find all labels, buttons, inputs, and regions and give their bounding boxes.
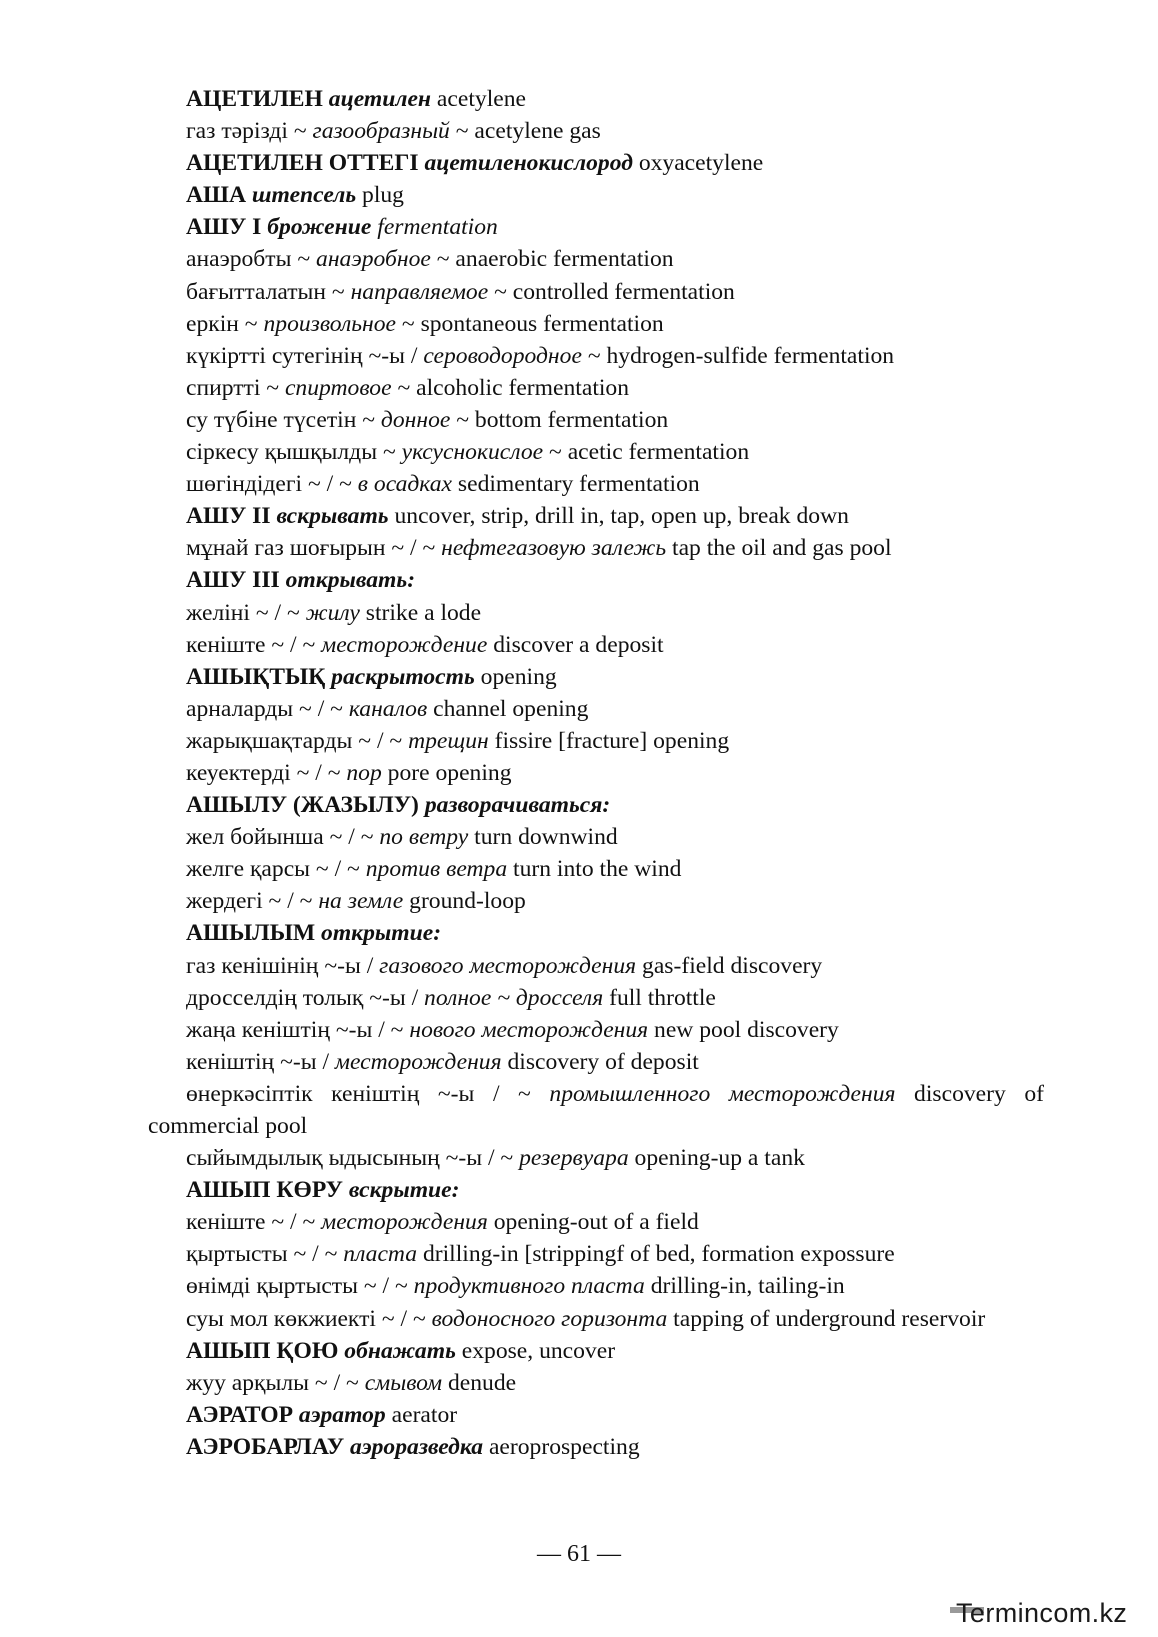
russian-term: направляемое: [350, 278, 489, 305]
term-text: мұнай газ шоғырын ~ / ~: [186, 535, 442, 562]
entry-subentry-line: [148, 821, 1044, 853]
term-text: drilling-in [strippingf of bed, formation expossure: [417, 1241, 895, 1268]
term-text: ~ hydrogen-sulfide fermentation: [581, 342, 895, 369]
term-text: full throttle: [603, 984, 716, 1011]
entry-headword-line: [148, 83, 1044, 115]
term-text: strike a lode: [359, 599, 482, 626]
entry-subentry-line: [148, 1206, 1044, 1238]
headword-russian: ацетиленокислород: [424, 150, 633, 177]
russian-term: продуктивного пласта: [413, 1273, 645, 1300]
russian-term: в осадках: [357, 471, 453, 498]
term-text: tap the oil and gas pool: [666, 535, 892, 562]
russian-term: каналов: [348, 695, 428, 722]
headword-kazakh: АЭРАТОР: [186, 1401, 299, 1428]
term-text: aerator: [385, 1401, 458, 1428]
term-text: желіні ~ / ~: [186, 599, 306, 626]
russian-term: сероводородное: [423, 342, 582, 369]
headword-russian: ацетилен: [328, 86, 432, 112]
russian-term: произвольное: [263, 310, 397, 337]
headword-russian: брожение: [267, 214, 372, 241]
headword-russian: открывать:: [285, 567, 416, 594]
russian-term: уксуснокислое: [401, 439, 544, 466]
term-text: discover a deposit: [487, 631, 664, 658]
term-text: спиртті ~: [186, 374, 285, 401]
term-text: сіркесу қышқылды ~: [186, 439, 402, 466]
term-text: суы мол көкжиекті ~ / ~: [186, 1305, 432, 1332]
entry-subentry-line: [148, 468, 1044, 500]
entry-headword-line: [148, 564, 1044, 596]
term-text: drilling-in, tailing-in: [644, 1273, 845, 1300]
term-text: ~ alcoholic fermentation: [391, 374, 630, 401]
headword-russian: разворачиваться:: [424, 792, 611, 819]
entry-subentry-line: [148, 757, 1044, 789]
term-text: fissire [fracture] opening: [488, 727, 730, 754]
russian-term: анаэробное: [316, 246, 431, 273]
entry-headword-line: [148, 1431, 1044, 1463]
term-text: қыртысты ~ / ~: [186, 1241, 344, 1268]
russian-term: месторождение: [321, 631, 488, 658]
entry-subentry-line: [148, 1270, 1044, 1302]
term-text: ~ bottom fermentation: [450, 406, 669, 433]
term-text: ~ acetylene gas: [449, 118, 601, 145]
term-text: өнеркәсіптік кеніштің ~-ы / ~: [186, 1080, 550, 1107]
entry-headword-line: [148, 147, 1044, 179]
term-text: ~ acetic fermentation: [543, 439, 750, 466]
russian-term: нефтегазовую залежь: [441, 535, 667, 562]
headword-kazakh: АШЫЛУ (ЖАЗЫЛУ): [186, 792, 425, 819]
entry-subentry-line: [148, 532, 1044, 564]
headword-russian: раскрытость: [331, 663, 475, 690]
term-text: кеніште ~ / ~: [186, 631, 322, 658]
headword-kazakh: АШЫҚТЫҚ: [186, 663, 332, 690]
term-text: ~ spontaneous fermentation: [396, 310, 664, 337]
entry-subentry-line: [148, 115, 1044, 147]
entry-subentry-line: [148, 1367, 1044, 1399]
entry-headword-line: [148, 1335, 1044, 1367]
term-text: turn downwind: [468, 824, 618, 851]
entry-subentry-line: [148, 1142, 1044, 1174]
term-text: aeroprospecting: [483, 1433, 640, 1460]
term-text: uncover, strip, drill in, tap, open up, break down: [388, 503, 849, 530]
russian-term: нового месторождения: [409, 1016, 649, 1043]
term-text: gas-field discovery: [636, 952, 823, 979]
term-text: turn into the wind: [507, 856, 682, 883]
term-text: oxyacetylene: [632, 150, 764, 177]
headword-kazakh: АЦЕТИЛЕН: [186, 86, 329, 112]
russian-term: донное: [380, 406, 451, 433]
term-text: еркін ~: [186, 310, 264, 337]
entry-subentry-line: [148, 308, 1044, 340]
entry-headword-line: [148, 789, 1044, 821]
headword-russian: аэратор: [298, 1401, 386, 1428]
term-text: күкіртті сутегінің ~-ы /: [186, 342, 424, 369]
term-text: opening-out of a field: [487, 1209, 699, 1236]
term-text: дросселдің толық ~-ы /: [186, 984, 425, 1011]
russian-term: пласта: [343, 1241, 418, 1268]
term-text: газ тәрізді ~: [186, 118, 313, 145]
term-text: ground-loop: [403, 888, 526, 915]
entry-subentry-line: [148, 629, 1044, 661]
russian-term: на земле: [318, 888, 404, 915]
term-text: газ кенішінің ~-ы /: [186, 952, 380, 979]
term-text: channel opening: [427, 695, 589, 722]
logo-text: Termincom.kz: [956, 1598, 1128, 1628]
term-text: жел бойынша ~ / ~: [186, 824, 380, 851]
headword-russian: вскрывать: [276, 503, 389, 530]
entry-subentry-line: [148, 853, 1044, 885]
entry-subentry-line: [148, 725, 1044, 757]
entry-headword-line: [148, 179, 1044, 211]
entry-subentry-line: [148, 243, 1044, 275]
russian-term: по ветру: [379, 824, 469, 851]
entry-subentry-line: [148, 1046, 1044, 1078]
term-text: new pool discovery: [648, 1016, 839, 1043]
russian-term: полное ~ дросселя: [424, 984, 604, 1011]
headword-kazakh: АШЫП КӨРУ: [186, 1177, 349, 1204]
entry-subentry-line: [148, 372, 1044, 404]
russian-term: месторождения: [321, 1209, 488, 1236]
term-text: discovery of deposit: [501, 1048, 699, 1075]
term-text: denude: [442, 1369, 517, 1396]
russian-term: месторождения: [334, 1048, 502, 1075]
russian-term: против ветра: [365, 856, 508, 883]
russian-term: трещин: [408, 727, 489, 754]
russian-term: промышленного месторождения: [549, 1080, 896, 1107]
headword-kazakh: АШЫЛЫМ: [186, 920, 322, 947]
entry-subentry-line: [148, 1014, 1044, 1046]
entry-subentry-line: [148, 340, 1044, 372]
term-text: жердегі ~ / ~: [186, 888, 319, 915]
term-text: ~ controlled fermentation: [488, 278, 735, 305]
term-text: tapping of underground reservoir: [667, 1305, 986, 1332]
term-text: жарықшақтарды ~ / ~: [186, 727, 409, 754]
headword-russian: обнажать: [344, 1337, 456, 1364]
entry-subentry-line: [148, 1303, 1044, 1335]
entry-subentry-line: [148, 276, 1044, 308]
headword-russian: штепсель: [251, 182, 357, 209]
term-text: су түбіне түсетін ~: [186, 406, 381, 433]
entry-subentry-line: [148, 950, 1044, 982]
term-text: кеніште ~ / ~: [186, 1209, 322, 1236]
russian-term: резервуара: [519, 1145, 629, 1172]
entry-subentry-line: [148, 597, 1044, 629]
russian-term: газообразный: [312, 118, 450, 145]
page-number: — 61 —: [537, 1541, 621, 1567]
term-text: шөгіндідегі ~ / ~: [186, 471, 358, 498]
term-text: кеуектерді ~ / ~: [186, 759, 347, 786]
entry-headword-line: [148, 1174, 1044, 1206]
entry-subentry-line: [148, 1238, 1044, 1270]
entry-headword-line: [148, 211, 1044, 243]
term-text: discovery of commercial pool: [148, 1080, 1044, 1139]
term-text: sedimentary fermentation: [452, 471, 700, 498]
entry-headword-line: [148, 1399, 1044, 1431]
term-text: бағытталатын ~: [186, 278, 351, 305]
term-text: жуу арқылы ~ / ~: [186, 1369, 365, 1396]
headword-kazakh: АЦЕТИЛЕН ОТТЕГІ: [186, 150, 425, 177]
term-text: acetylene: [431, 86, 526, 112]
term-text: сыйымдылық ыдысының ~-ы / ~: [186, 1145, 520, 1172]
entry-subentry-line: [148, 436, 1044, 468]
headword-kazakh: АШУ ІІ: [186, 503, 277, 530]
entry-headword-line: [148, 500, 1044, 532]
russian-term: газового месторождения: [379, 952, 637, 979]
entry-subentry-line: [148, 885, 1044, 917]
entry-subentry-line: [148, 693, 1044, 725]
term-text: pore opening: [381, 759, 512, 786]
headword-russian: открытие:: [321, 920, 442, 947]
term-text: opening-up a tank: [628, 1145, 805, 1172]
headword-kazakh: АШУ ІІІ: [186, 567, 286, 594]
headword-kazakh: АЭРОБАРЛАУ: [186, 1433, 351, 1460]
term-text: expose, uncover: [455, 1337, 616, 1364]
entry-subentry-line: [148, 1078, 1044, 1142]
term-text: арналарды ~ / ~: [186, 695, 349, 722]
term-text: plug: [356, 182, 404, 209]
term-text: ~ anaerobic fermentation: [430, 246, 674, 273]
headword-kazakh: АШУ І: [186, 214, 268, 241]
entry-subentry-line: [148, 404, 1044, 436]
headword-kazakh: АША: [186, 182, 252, 209]
entry-headword-line: [148, 917, 1044, 949]
entry-headword-line: [148, 661, 1044, 693]
headword-russian: вскрытие:: [348, 1177, 460, 1204]
russian-term: водоносного горизонта: [431, 1305, 668, 1332]
term-text: желге қарсы ~ / ~: [186, 856, 366, 883]
headword-russian: аэроразведка: [350, 1433, 484, 1460]
termincom-logo: [944, 1598, 1154, 1636]
headword-kazakh: АШЫП ҚОЮ: [186, 1337, 345, 1364]
entry-subentry-line: [148, 982, 1044, 1014]
term-text: анаэробты ~: [186, 246, 317, 273]
term-text: жаңа кеніштің ~-ы / ~: [186, 1016, 410, 1043]
dictionary-entries: [148, 83, 1044, 1463]
russian-term: жилу: [305, 599, 360, 626]
russian-term: спиртовое: [284, 374, 392, 401]
term-text: кеніштің ~-ы /: [186, 1048, 335, 1075]
russian-term: смывом: [364, 1369, 443, 1396]
russian-term: fermentation: [371, 214, 498, 241]
russian-term: пор: [346, 759, 382, 786]
term-text: өнімді қыртысты ~ / ~: [186, 1273, 414, 1300]
term-text: opening: [474, 663, 557, 690]
